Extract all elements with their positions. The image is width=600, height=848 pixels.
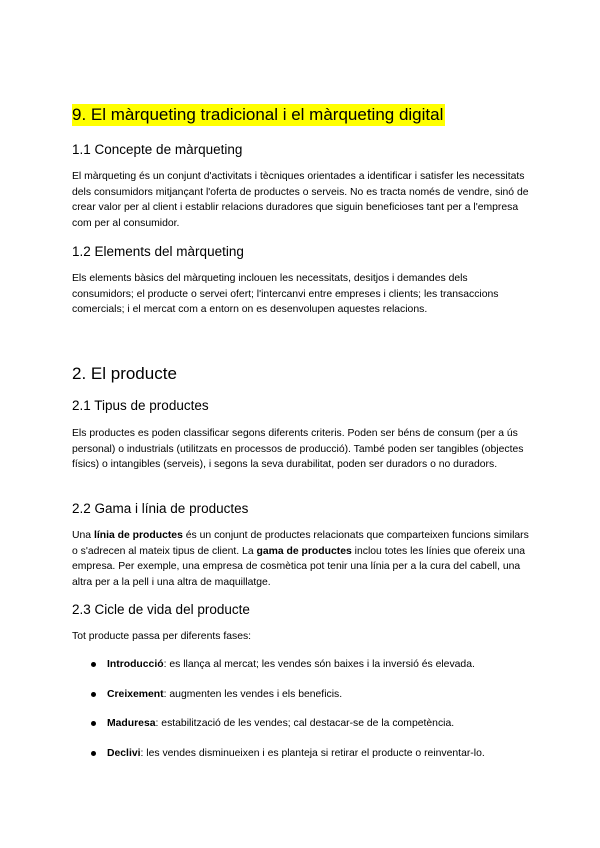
bullet-icon	[91, 662, 96, 667]
list-item-text	[107, 746, 485, 761]
list-desc: : les vendes disminueixen i es planteja si retirar el producte o reinventar-lo.	[140, 748, 485, 759]
list-desc: : augmenten les vendes i els beneficis.	[163, 689, 343, 700]
subsection-heading-1-2: 1.2 Elements del màrqueting	[72, 244, 244, 259]
paragraph-tipus: Els productes es poden classificar segons diferents criteris. Poden ser béns de consum (per a ús personal) o industrials (utilitzats en processos de producció). També poden ser tangibles (objectes físics) o intangibles (serveis), i segons la seva durabilitat, poden ser duradors o no duradors.	[72, 428, 524, 470]
section-title-marketing: 9. El màrqueting tradicional i el màrqueting digital	[72, 105, 444, 124]
bullet-icon	[91, 751, 96, 756]
term-linia: línia de productes	[93, 530, 183, 541]
list-desc: : estabilització de les vendes; cal destacar-se de la competència.	[155, 718, 455, 729]
list-term: Creixement	[107, 689, 164, 700]
subsection-heading-2-2: 2.2 Gama i línia de productes	[72, 501, 249, 516]
list-item-text	[107, 687, 342, 702]
list-item-text	[107, 657, 475, 672]
paragraph-concepte: El màrqueting és un conjunt d'activitats i tècniques orientades a identificar i satisfer les necessitats dels consumidors mitjançant l'oferta de productes o serveis. No es tracta només de vendre, sinó de crear valor per al client i establir relacions duradores que siguin beneficioses tant per a l'empresa com per al consumidor.	[72, 171, 529, 229]
text-run: inclou totes les línies que ofereix una empresa. Per exemple, una empresa de cosmètica pot tenir una línia per a la cura del cabell, una altra per a la pell i una altra de maquillatge.	[72, 545, 526, 588]
bullet-icon	[91, 721, 96, 726]
list-item-text	[107, 716, 454, 731]
paragraph-gama	[72, 528, 532, 590]
paragraph-elements: Els elements bàsics del màrqueting inclouen les necessitats, desitjos i demandes dels consumidors; el producte o servei ofert; l'intercanvi entre empreses i clients; les transaccions comercials; i el mercat com a entorn on es desenvolupen aquestes relacions.	[72, 273, 499, 315]
subsection-heading-1-1: 1.1 Concepte de màrqueting	[72, 142, 243, 157]
paragraph-cicle-intro: Tot producte passa per diferents fases:	[72, 631, 252, 642]
text-run: Una	[72, 530, 94, 541]
bullet-icon	[91, 692, 96, 697]
list-term: Maduresa	[107, 718, 156, 729]
section-title-producte: 2. El producte	[72, 364, 177, 383]
list-desc: : es llança al mercat; les vendes són baixes i la inversió és elevada.	[163, 659, 475, 670]
subsection-heading-2-1: 2.1 Tipus de productes	[72, 398, 209, 413]
term-gama: gama de productes	[256, 545, 352, 557]
subsection-heading-2-3: 2.3 Cicle de vida del producte	[72, 602, 250, 617]
text-run: és un conjunt de productes relacionats que comparteixen funcions similars o s'adrecen al mateix tipus de client. La	[72, 530, 529, 557]
list-term: Declivi	[107, 748, 141, 759]
list-term: Introducció	[107, 659, 164, 670]
